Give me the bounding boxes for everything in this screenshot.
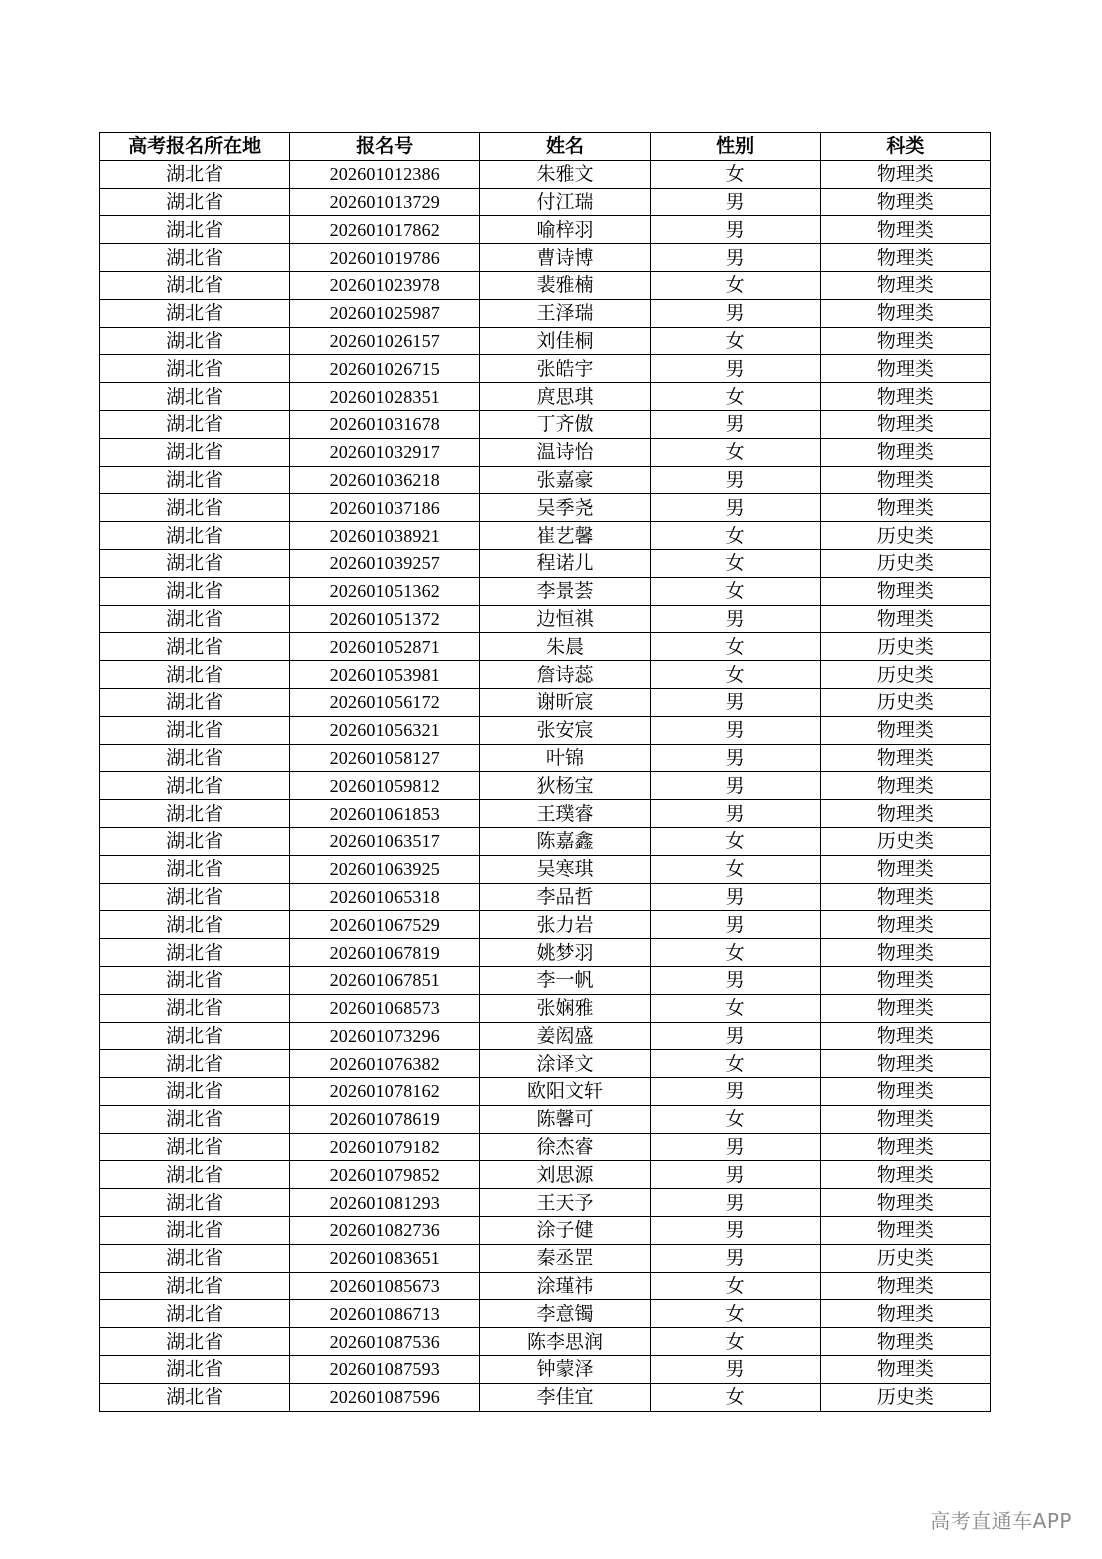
table-row [100, 216, 991, 244]
cell-subject-category: 物理类 [820, 772, 990, 800]
cell-subject-category: 历史类 [820, 633, 990, 661]
cell-name: 徐杰睿 [480, 1133, 650, 1161]
cell-name: 喻梓羽 [480, 216, 650, 244]
cell-registration-number: 202601017862 [290, 216, 480, 244]
cell-gender: 女 [650, 522, 820, 550]
cell-subject-category: 物理类 [820, 494, 990, 522]
cell-subject-category: 物理类 [820, 966, 990, 994]
cell-name: 涂瑾祎 [480, 1272, 650, 1300]
cell-registration-number: 202601079182 [290, 1133, 480, 1161]
cell-name: 涂子健 [480, 1217, 650, 1245]
cell-subject-category: 物理类 [820, 244, 990, 272]
cell-name: 姜闳盛 [480, 1022, 650, 1050]
cell-location: 湖北省 [100, 522, 290, 550]
cell-gender: 女 [650, 1383, 820, 1411]
cell-registration-number: 202601079852 [290, 1161, 480, 1189]
cell-gender: 男 [650, 494, 820, 522]
cell-name: 程诺儿 [480, 549, 650, 577]
table-row [100, 438, 991, 466]
cell-gender: 女 [650, 383, 820, 411]
table-row [100, 410, 991, 438]
table-row [100, 716, 991, 744]
header-name: 姓名 [480, 133, 650, 161]
cell-location: 湖北省 [100, 1356, 290, 1384]
cell-location: 湖北省 [100, 800, 290, 828]
cell-registration-number: 202601063925 [290, 855, 480, 883]
cell-gender: 男 [650, 800, 820, 828]
cell-name: 陈李思润 [480, 1328, 650, 1356]
table-row [100, 494, 991, 522]
cell-gender: 男 [650, 605, 820, 633]
cell-location: 湖北省 [100, 1272, 290, 1300]
cell-registration-number: 202601028351 [290, 383, 480, 411]
cell-registration-number: 202601082736 [290, 1217, 480, 1245]
cell-location: 湖北省 [100, 1105, 290, 1133]
cell-gender: 女 [650, 1272, 820, 1300]
cell-gender: 男 [650, 299, 820, 327]
cell-gender: 女 [650, 939, 820, 967]
cell-location: 湖北省 [100, 577, 290, 605]
header-row [100, 133, 991, 161]
cell-gender: 男 [650, 216, 820, 244]
cell-subject-category: 物理类 [820, 1022, 990, 1050]
table-row [100, 1189, 991, 1217]
cell-registration-number: 202601067529 [290, 911, 480, 939]
cell-subject-category: 物理类 [820, 1328, 990, 1356]
table-row [100, 966, 991, 994]
cell-location: 湖北省 [100, 1244, 290, 1272]
table-row [100, 1050, 991, 1078]
table-row [100, 549, 991, 577]
cell-registration-number: 202601073296 [290, 1022, 480, 1050]
cell-location: 湖北省 [100, 688, 290, 716]
cell-gender: 男 [650, 1189, 820, 1217]
cell-location: 湖北省 [100, 605, 290, 633]
cell-location: 湖北省 [100, 1328, 290, 1356]
cell-subject-category: 物理类 [820, 188, 990, 216]
cell-registration-number: 202601036218 [290, 466, 480, 494]
cell-subject-category: 物理类 [820, 383, 990, 411]
cell-subject-category: 物理类 [820, 577, 990, 605]
table-header [100, 133, 991, 161]
cell-name: 温诗怡 [480, 438, 650, 466]
table-row [100, 911, 991, 939]
cell-subject-category: 物理类 [820, 1356, 990, 1384]
cell-gender: 女 [650, 1328, 820, 1356]
cell-location: 湖北省 [100, 911, 290, 939]
table-row [100, 1217, 991, 1245]
cell-gender: 女 [650, 577, 820, 605]
cell-subject-category: 物理类 [820, 716, 990, 744]
table-row [100, 355, 991, 383]
table-row [100, 1078, 991, 1106]
table-row [100, 1272, 991, 1300]
cell-gender: 男 [650, 966, 820, 994]
cell-name: 裴雅楠 [480, 271, 650, 299]
cell-name: 吴季尧 [480, 494, 650, 522]
table-row [100, 1161, 991, 1189]
table-row [100, 522, 991, 550]
cell-registration-number: 202601078619 [290, 1105, 480, 1133]
cell-location: 湖北省 [100, 633, 290, 661]
cell-gender: 男 [650, 1356, 820, 1384]
cell-gender: 男 [650, 1133, 820, 1161]
cell-registration-number: 202601031678 [290, 410, 480, 438]
cell-subject-category: 物理类 [820, 1272, 990, 1300]
cell-subject-category: 物理类 [820, 466, 990, 494]
cell-registration-number: 202601065318 [290, 883, 480, 911]
cell-location: 湖北省 [100, 466, 290, 494]
cell-subject-category: 物理类 [820, 911, 990, 939]
cell-registration-number: 202601061853 [290, 800, 480, 828]
cell-location: 湖北省 [100, 716, 290, 744]
cell-registration-number: 202601037186 [290, 494, 480, 522]
cell-name: 张力岩 [480, 911, 650, 939]
table-row [100, 466, 991, 494]
cell-gender: 男 [650, 466, 820, 494]
cell-location: 湖北省 [100, 883, 290, 911]
cell-registration-number: 202601052871 [290, 633, 480, 661]
cell-subject-category: 物理类 [820, 1300, 990, 1328]
cell-location: 湖北省 [100, 827, 290, 855]
cell-gender: 女 [650, 1105, 820, 1133]
cell-name: 叶锦 [480, 744, 650, 772]
cell-registration-number: 202601039257 [290, 549, 480, 577]
cell-subject-category: 物理类 [820, 271, 990, 299]
cell-registration-number: 202601078162 [290, 1078, 480, 1106]
cell-subject-category: 物理类 [820, 939, 990, 967]
cell-name: 李品哲 [480, 883, 650, 911]
table-row [100, 1105, 991, 1133]
cell-name: 张皓宇 [480, 355, 650, 383]
cell-registration-number: 202601067819 [290, 939, 480, 967]
cell-registration-number: 202601087593 [290, 1356, 480, 1384]
cell-registration-number: 202601038921 [290, 522, 480, 550]
cell-location: 湖北省 [100, 966, 290, 994]
cell-subject-category: 物理类 [820, 744, 990, 772]
cell-gender: 女 [650, 271, 820, 299]
cell-gender: 男 [650, 410, 820, 438]
cell-name: 吴寒琪 [480, 855, 650, 883]
cell-gender: 女 [650, 1050, 820, 1078]
cell-subject-category: 物理类 [820, 800, 990, 828]
cell-gender: 女 [650, 327, 820, 355]
cell-name: 刘思源 [480, 1161, 650, 1189]
cell-name: 丁齐傲 [480, 410, 650, 438]
cell-gender: 女 [650, 855, 820, 883]
cell-registration-number: 202601086713 [290, 1300, 480, 1328]
cell-name: 张安宸 [480, 716, 650, 744]
cell-subject-category: 物理类 [820, 1161, 990, 1189]
cell-subject-category: 物理类 [820, 160, 990, 188]
table-row [100, 939, 991, 967]
cell-gender: 女 [650, 827, 820, 855]
cell-location: 湖北省 [100, 244, 290, 272]
cell-registration-number: 202601032917 [290, 438, 480, 466]
cell-gender: 男 [650, 1022, 820, 1050]
cell-subject-category: 历史类 [820, 549, 990, 577]
cell-registration-number: 202601056321 [290, 716, 480, 744]
cell-subject-category: 物理类 [820, 605, 990, 633]
cell-registration-number: 202601081293 [290, 1189, 480, 1217]
cell-registration-number: 202601026157 [290, 327, 480, 355]
cell-registration-number: 202601012386 [290, 160, 480, 188]
cell-location: 湖北省 [100, 494, 290, 522]
table-row [100, 1133, 991, 1161]
cell-location: 湖北省 [100, 188, 290, 216]
table-row [100, 1328, 991, 1356]
cell-gender: 女 [650, 661, 820, 689]
cell-gender: 男 [650, 1161, 820, 1189]
cell-name: 王璞睿 [480, 800, 650, 828]
cell-gender: 男 [650, 1244, 820, 1272]
table-row [100, 883, 991, 911]
cell-subject-category: 物理类 [820, 855, 990, 883]
cell-registration-number: 202601087596 [290, 1383, 480, 1411]
header-gender: 性别 [650, 133, 820, 161]
cell-name: 朱雅文 [480, 160, 650, 188]
table-row [100, 271, 991, 299]
cell-subject-category: 历史类 [820, 661, 990, 689]
table-row [100, 1022, 991, 1050]
cell-gender: 男 [650, 716, 820, 744]
cell-name: 李景荟 [480, 577, 650, 605]
cell-subject-category: 物理类 [820, 1133, 990, 1161]
cell-name: 庹思琪 [480, 383, 650, 411]
cell-location: 湖北省 [100, 1078, 290, 1106]
cell-name: 崔艺馨 [480, 522, 650, 550]
cell-registration-number: 202601063517 [290, 827, 480, 855]
header-registration-number: 报名号 [290, 133, 480, 161]
cell-name: 张娴雅 [480, 994, 650, 1022]
cell-gender: 男 [650, 911, 820, 939]
cell-subject-category: 历史类 [820, 827, 990, 855]
cell-subject-category: 物理类 [820, 1105, 990, 1133]
header-location: 高考报名所在地 [100, 133, 290, 161]
cell-gender: 男 [650, 1078, 820, 1106]
table-row [100, 1383, 991, 1411]
cell-location: 湖北省 [100, 1161, 290, 1189]
cell-name: 朱晨 [480, 633, 650, 661]
cell-gender: 男 [650, 244, 820, 272]
cell-subject-category: 物理类 [820, 1189, 990, 1217]
table-row [100, 327, 991, 355]
table-row [100, 744, 991, 772]
table-row [100, 160, 991, 188]
cell-subject-category: 物理类 [820, 883, 990, 911]
table-row [100, 800, 991, 828]
cell-name: 王泽瑞 [480, 299, 650, 327]
cell-name: 李佳宜 [480, 1383, 650, 1411]
cell-location: 湖北省 [100, 744, 290, 772]
cell-registration-number: 202601023978 [290, 271, 480, 299]
cell-registration-number: 202601056172 [290, 688, 480, 716]
cell-gender: 男 [650, 1217, 820, 1245]
table-row [100, 633, 991, 661]
cell-location: 湖北省 [100, 355, 290, 383]
table-row [100, 1356, 991, 1384]
table-row [100, 772, 991, 800]
cell-name: 欧阳文轩 [480, 1078, 650, 1106]
cell-subject-category: 物理类 [820, 1078, 990, 1106]
cell-location: 湖北省 [100, 383, 290, 411]
cell-subject-category: 物理类 [820, 327, 990, 355]
cell-location: 湖北省 [100, 271, 290, 299]
cell-location: 湖北省 [100, 939, 290, 967]
cell-registration-number: 202601051362 [290, 577, 480, 605]
cell-location: 湖北省 [100, 772, 290, 800]
cell-registration-number: 202601068573 [290, 994, 480, 1022]
cell-location: 湖北省 [100, 160, 290, 188]
table-row [100, 244, 991, 272]
cell-gender: 男 [650, 688, 820, 716]
cell-location: 湖北省 [100, 1217, 290, 1245]
cell-gender: 女 [650, 438, 820, 466]
cell-gender: 女 [650, 1300, 820, 1328]
cell-subject-category: 历史类 [820, 1244, 990, 1272]
cell-registration-number: 202601083651 [290, 1244, 480, 1272]
cell-location: 湖北省 [100, 1383, 290, 1411]
cell-name: 谢昕宸 [480, 688, 650, 716]
cell-registration-number: 202601085673 [290, 1272, 480, 1300]
cell-location: 湖北省 [100, 1133, 290, 1161]
cell-registration-number: 202601019786 [290, 244, 480, 272]
cell-gender: 男 [650, 883, 820, 911]
cell-location: 湖北省 [100, 410, 290, 438]
cell-registration-number: 202601067851 [290, 966, 480, 994]
cell-location: 湖北省 [100, 216, 290, 244]
cell-subject-category: 物理类 [820, 438, 990, 466]
cell-name: 李一帆 [480, 966, 650, 994]
cell-location: 湖北省 [100, 1300, 290, 1328]
table-body [100, 160, 991, 1411]
roster-table [99, 132, 991, 1412]
cell-subject-category: 物理类 [820, 299, 990, 327]
table-row [100, 688, 991, 716]
cell-name: 曹诗博 [480, 244, 650, 272]
cell-name: 秦丞罡 [480, 1244, 650, 1272]
cell-name: 狄杨宝 [480, 772, 650, 800]
cell-subject-category: 物理类 [820, 1217, 990, 1245]
cell-name: 边恒祺 [480, 605, 650, 633]
cell-name: 涂译文 [480, 1050, 650, 1078]
cell-gender: 男 [650, 744, 820, 772]
table-row [100, 827, 991, 855]
cell-registration-number: 202601025987 [290, 299, 480, 327]
cell-location: 湖北省 [100, 661, 290, 689]
cell-registration-number: 202601076382 [290, 1050, 480, 1078]
cell-location: 湖北省 [100, 299, 290, 327]
cell-name: 张嘉豪 [480, 466, 650, 494]
cell-subject-category: 物理类 [820, 994, 990, 1022]
table-row [100, 661, 991, 689]
table-row [100, 855, 991, 883]
cell-gender: 女 [650, 160, 820, 188]
cell-registration-number: 202601053981 [290, 661, 480, 689]
table-row [100, 299, 991, 327]
cell-registration-number: 202601059812 [290, 772, 480, 800]
table-row [100, 577, 991, 605]
cell-location: 湖北省 [100, 994, 290, 1022]
cell-registration-number: 202601013729 [290, 188, 480, 216]
cell-subject-category: 物理类 [820, 355, 990, 383]
cell-name: 李意镯 [480, 1300, 650, 1328]
cell-registration-number: 202601051372 [290, 605, 480, 633]
cell-name: 陈馨可 [480, 1105, 650, 1133]
cell-gender: 女 [650, 994, 820, 1022]
cell-subject-category: 物理类 [820, 1050, 990, 1078]
cell-location: 湖北省 [100, 1189, 290, 1217]
cell-name: 詹诗蕊 [480, 661, 650, 689]
table-row [100, 188, 991, 216]
cell-subject-category: 历史类 [820, 522, 990, 550]
cell-name: 王天予 [480, 1189, 650, 1217]
cell-name: 陈嘉鑫 [480, 827, 650, 855]
cell-location: 湖北省 [100, 438, 290, 466]
cell-registration-number: 202601026715 [290, 355, 480, 383]
cell-location: 湖北省 [100, 327, 290, 355]
header-subject-category: 科类 [820, 133, 990, 161]
cell-location: 湖北省 [100, 1022, 290, 1050]
table-row [100, 605, 991, 633]
cell-name: 付江瑞 [480, 188, 650, 216]
cell-location: 湖北省 [100, 855, 290, 883]
cell-gender: 男 [650, 355, 820, 383]
cell-name: 刘佳桐 [480, 327, 650, 355]
cell-gender: 女 [650, 549, 820, 577]
roster-table-container [99, 132, 991, 1412]
cell-gender: 男 [650, 772, 820, 800]
cell-location: 湖北省 [100, 549, 290, 577]
table-row [100, 994, 991, 1022]
cell-gender: 女 [650, 633, 820, 661]
cell-gender: 男 [650, 188, 820, 216]
cell-name: 姚梦羽 [480, 939, 650, 967]
cell-subject-category: 历史类 [820, 1383, 990, 1411]
cell-registration-number: 202601087536 [290, 1328, 480, 1356]
table-row [100, 1300, 991, 1328]
cell-subject-category: 物理类 [820, 216, 990, 244]
cell-name: 钟蒙泽 [480, 1356, 650, 1384]
cell-registration-number: 202601058127 [290, 744, 480, 772]
table-row [100, 1244, 991, 1272]
watermark-text: 高考直通车APP [930, 1509, 1072, 1533]
cell-location: 湖北省 [100, 1050, 290, 1078]
cell-subject-category: 历史类 [820, 688, 990, 716]
table-row [100, 383, 991, 411]
cell-subject-category: 物理类 [820, 410, 990, 438]
